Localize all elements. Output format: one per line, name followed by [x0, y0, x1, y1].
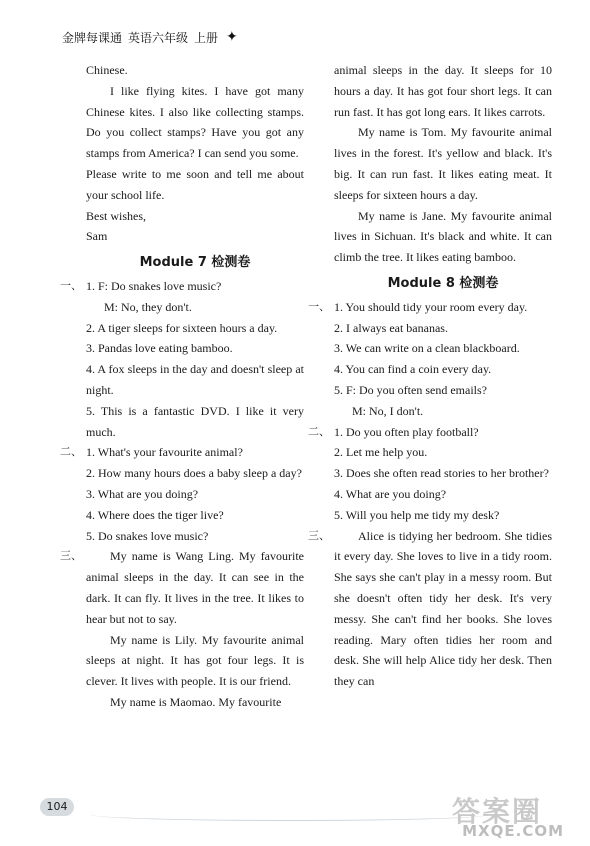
letter-text: Chinese.: [86, 63, 128, 77]
section-mark: 一、: [60, 278, 82, 292]
module-8-title: Module 8 检测卷: [387, 275, 499, 291]
section-mark: 二、: [60, 445, 82, 459]
subject-label: 英语六年级: [128, 30, 189, 45]
section-mark: 三、: [308, 528, 330, 542]
answer-item: M: No, they don't.: [104, 299, 192, 314]
answer-item: 3. What are you doing?: [86, 486, 199, 501]
answer-item: 一、 1. F: Do snakes love music?: [86, 276, 304, 297]
answer-item: My name is Lily. My favourite animal sleeps at night. It has got four legs. It is clever. It lives with people. It is our friend.: [86, 632, 304, 689]
watermark-url: MXQE.COM: [462, 822, 564, 840]
section-mark: 二、: [308, 424, 330, 438]
answer-item: 5. F: Do you often send emails?: [334, 382, 487, 397]
letter-text: I like flying kites. I have got many Chinese kites. I also like collecting stamps. Do you collect stamps? Have you got any stamps from America? I can send you some.: [86, 83, 304, 161]
answer-item: 5. This is a fantastic DVD. I like it very much.: [86, 403, 304, 439]
answer-item: 2. Let me help you.: [334, 445, 428, 460]
answer-item: 4. You can find a coin every day.: [334, 362, 492, 377]
left-column: [60, 60, 304, 713]
module-7-title: Module 7 检测卷: [139, 255, 251, 271]
answer-item: 4. What are you doing?: [334, 486, 447, 501]
letter-closing: Best wishes,: [86, 208, 146, 223]
sparkle-icon: ✦: [226, 29, 238, 45]
page-number: 104: [40, 798, 74, 816]
answer-item: 二、 1. What's your favourite animal?: [86, 442, 304, 463]
answer-item: 2. A tiger sleeps for sixteen hours a day.: [86, 320, 278, 335]
letter-signature: Sam: [86, 229, 108, 244]
answer-item: 3. We can write on a clean blackboard.: [334, 341, 520, 356]
section-mark: 三、: [60, 549, 82, 563]
letter-text: Please write to me soon and tell me about your school life.: [86, 166, 304, 202]
passage-text: My name is Jane. My favourite animal lives in Sichuan. It's black and white. It can climb the tree. It likes eating bamboo.: [334, 208, 552, 265]
answer-item: My name is Maomao. My favourite: [110, 694, 282, 709]
answer-item: M: No, I don't.: [352, 403, 424, 418]
answer-item: 5. Will you help me tidy my desk?: [334, 507, 500, 522]
answer-item: 三、 Alice is tidying her bedroom. She tidies it every day. She loves to live in a tidy room. She says she can't play in a messy room. But she doesn't often tidy her desk. It's very messy. She can't find her books. She loves reading. Mary often tidies her room and desk. She will help Alice tidy her desk. Then they can: [334, 526, 552, 692]
passage-text: animal sleeps in the day. It sleeps for 10 hours a day. It has got four short legs. It can run fast. It has got long ears. It likes carrots.: [334, 63, 552, 119]
answer-item: 4. Where does the tiger live?: [86, 507, 224, 522]
page-footer: [0, 790, 590, 846]
watermark-logo: 答案圈: [451, 795, 542, 828]
answer-item: 3. Pandas love eating bamboo.: [86, 341, 233, 356]
watermark: [372, 790, 572, 844]
answer-item: 2. I always eat bananas.: [334, 320, 448, 335]
answer-item: 二、 1. Do you often play football?: [334, 422, 552, 443]
answer-item: 一、 1. You should tidy your room every day.: [334, 297, 552, 318]
answer-item: 三、 My name is Wang Ling. My favourite animal sleeps in the day. It can see in the dark. It can fly. It lives in the tree. It likes to hear but not to say.: [86, 546, 304, 629]
passage-text: My name is Tom. My favourite animal lives in the forest. It's yellow and black. It's big. It can run fast. It likes eating meat. It sleeps for sixteen hours a day.: [334, 125, 552, 202]
volume-label: 上册: [194, 30, 219, 45]
answer-item: 3. Does she often read stories to her brother?: [334, 466, 549, 481]
section-mark: 一、: [308, 299, 330, 313]
book-title: 金牌每课通: [62, 30, 123, 45]
answer-item: 5. Do snakes love music?: [86, 528, 209, 543]
right-column: [308, 60, 552, 692]
answer-item: 2. How many hours does a baby sleep a day?: [86, 466, 302, 481]
page-header: [62, 26, 238, 48]
answer-item: 4. A fox sleeps in the day and doesn't sleep at night.: [86, 362, 304, 397]
